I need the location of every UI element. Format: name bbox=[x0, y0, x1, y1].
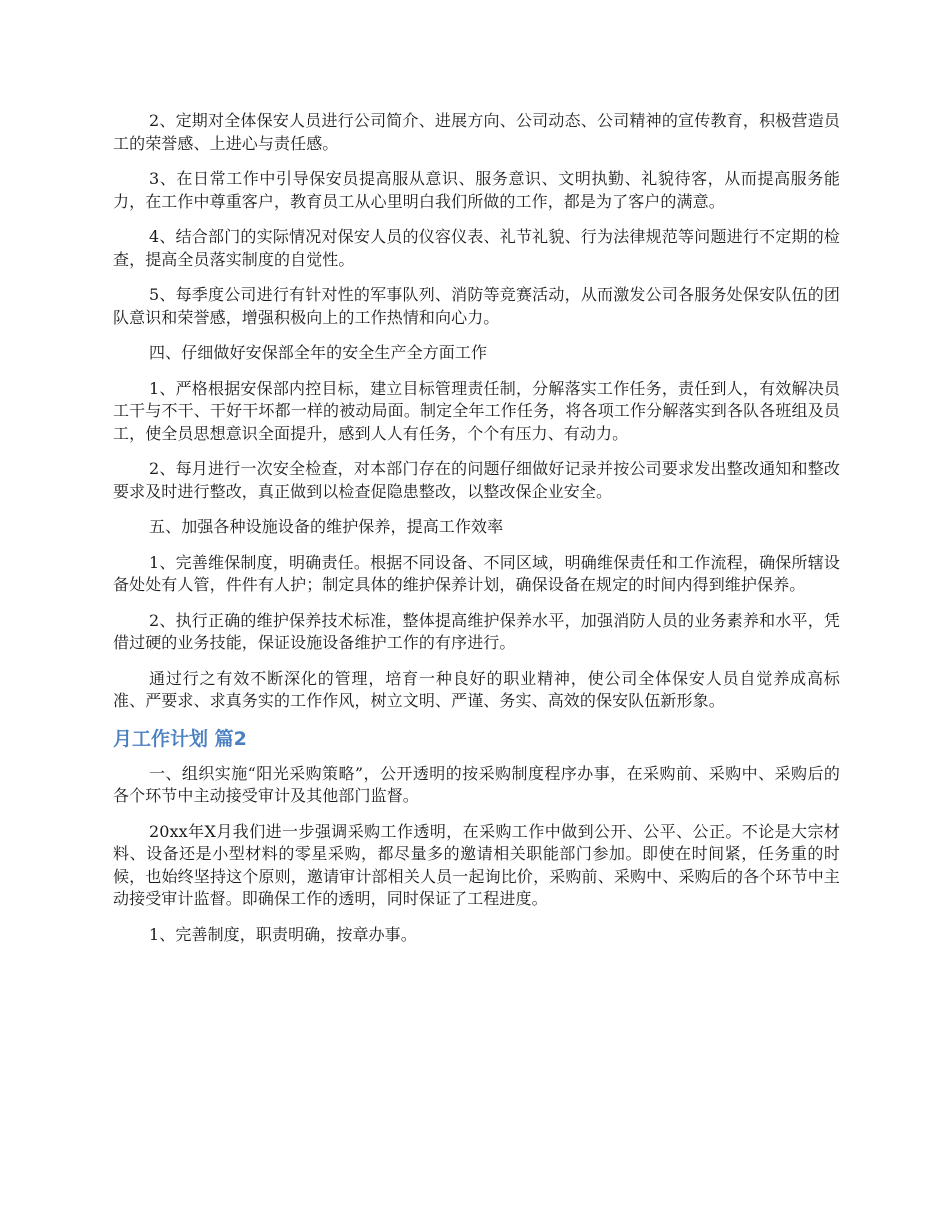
paragraph-maintenance-system: 1、完善维保制度，明确责任。根据不同设备、不同区域，明确维保责任和工作流程，确保所辖设备处处有人管，件件有人护；制定具体的维护保养计划，确保设备在规定的时间内得到维护保养。 bbox=[113, 552, 840, 594]
paragraph-sunshine-procurement: 一、组织实施“阳光采购策略”，公开透明的按采购制度程序办事，在采购前、采购中、采购后的各个环节中主动接受审计及其他部门监督。 bbox=[113, 763, 840, 805]
paragraph-publicity-education: 2、定期对全体保安人员进行公司简介、进展方向、公司动态、公司精神的宣传教育，积极营造员工的荣誉感、上进心与责任感。 bbox=[113, 111, 840, 153]
document-page bbox=[113, 110, 840, 959]
paragraph-quarterly-competition: 5、每季度公司进行有针对性的军事队列、消防等竞赛活动，从而激发公司各服务处保安队伍的团队意识和荣誉感，增强积极向上的工作热情和向心力。 bbox=[113, 285, 840, 327]
paragraph-procurement-transparency: 20xx年X月我们进一步强调采购工作透明，在采购工作中做到公开、公平、公正。不论是大宗材料、设备还是小型材料的零星采购，都尽量多的邀请相关职能部门参加。即使在时间紧，任务重的时候，也始终坚持这个原则，邀请审计部相关人员一起询比价，采购前、采购中、采购后的各个环节中主动接受审计监督。即确保工作的透明，同时保证了工程进度。 bbox=[113, 821, 840, 908]
paragraph-maintenance-standards: 2、执行正确的维护保养技术标准，整体提高维护保养水平，加强消防人员的业务素养和水平，凭借过硬的业务技能，保证设施设备维护工作的有序进行。 bbox=[113, 610, 840, 652]
paragraph-monthly-inspection: 2、每月进行一次安全检查，对本部门存在的问题仔细做好记录并按公司要求发出整改通知和整改要求及时进行整改，真正做到以检查促隐患整改，以整改保企业安全。 bbox=[113, 459, 840, 501]
paragraph-conclusion: 通过行之有效不断深化的管理，培育一种良好的职业精神，使公司全体保安人员自觉养成高标准、严要求、求真务实的工作作风，树立文明、严谨、务实、高效的保安队伍新形象。 bbox=[113, 668, 840, 710]
section-title-safety-production: 四、仔细做好安保部全年的安全生产全方面工作 bbox=[149, 343, 488, 362]
paragraph-service-awareness: 3、在日常工作中引导保安员提高服从意识、服务意识、文明执勤、礼貌待客，从而提高服务能力，在工作中尊重客户，教育员工从心里明白我们所做的工作，都是为了客户的满意。 bbox=[113, 169, 840, 211]
section-heading: 月工作计划 篇2 bbox=[113, 727, 247, 750]
paragraph-improve-system: 1、完善制度，职责明确，按章办事。 bbox=[149, 924, 417, 944]
section-title-maintenance: 五、加强各种设施设备的维护保养，提高工作效率 bbox=[149, 517, 504, 536]
paragraph-irregular-inspection: 4、结合部门的实际情况对保安人员的仪容仪表、礼节礼貌、行为法律规范等问题进行不定期的检查，提高全员落实制度的自觉性。 bbox=[113, 227, 840, 269]
paragraph-responsibility-system: 1、严格根据安保部内控目标，建立目标管理责任制，分解落实工作任务，责任到人，有效解决员工干与不干、干好干坏都一样的被动局面。制定全年工作任务，将各项工作分解落实到各队各班组及员工，使全员思想意识全面提升，感到人人有任务，个个有压力、有动力。 bbox=[113, 378, 840, 443]
